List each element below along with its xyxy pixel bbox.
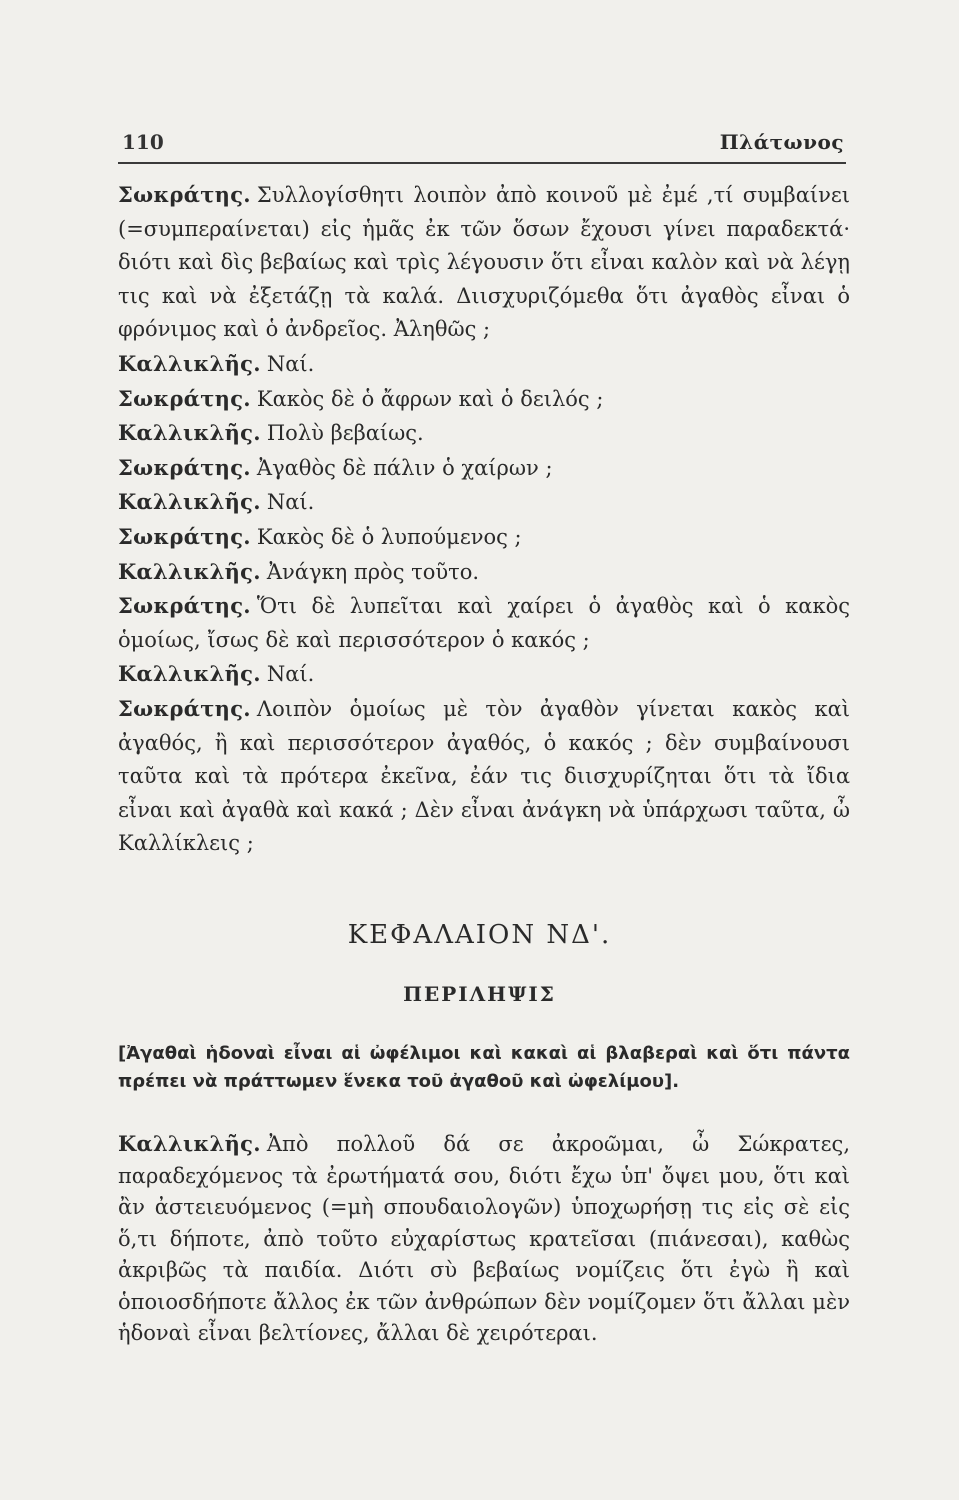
dialogue-section bbox=[118, 178, 850, 861]
dialogue-paragraph bbox=[118, 485, 850, 520]
speaker-name: Σωκράτης. bbox=[118, 385, 251, 411]
summary-text: [Ἀγαθαὶ ἡδοναὶ εἶναι αἱ ὠφέλιμοι καὶ κακαὶ αἱ βλαβεραὶ καὶ ὅτι πάντα πρέπει νὰ πράττωμεν ἕνεκα τοῦ ἀγαθοῦ καὶ ὠφελίμου]. bbox=[118, 1043, 850, 1092]
dialogue-text: Ἀνάγκη πρὸς τοῦτο. bbox=[266, 559, 480, 584]
speaker-name: Σωκράτης. bbox=[118, 695, 251, 721]
running-title: Πλάτωνος bbox=[719, 130, 844, 154]
dialogue-text: Λοιπὸν ὁμοίως μὲ τὸν ἀγαθὸν γίνεται κακὸς καὶ ἀγαθός, ἢ καὶ περισσότερον ἀγαθός, ὁ κακός ; δὲν συμβαίνουσι ταῦτα καὶ τὰ πρότερα ἐκεῖνα, ἐάν τις διισχυρίζηται ὅτι τὰ ἴδια εἶναι καὶ ἀγαθὰ καὶ κακά ; Δὲν εἶναι ἀνάγκη νὰ ὑπάρχωσι ταῦτα, ὦ Καλλίκλεις ; bbox=[118, 696, 850, 856]
speaker-name: Καλλικλῆς. bbox=[118, 420, 261, 446]
dialogue-paragraph bbox=[118, 1128, 850, 1350]
speaker-name: Καλλικλῆς. bbox=[118, 558, 261, 584]
dialogue-paragraph bbox=[118, 451, 850, 486]
dialogue-text: Κακὸς δὲ ὁ λυπούμενος ; bbox=[256, 524, 522, 549]
speaker-name: Καλλικλῆς. bbox=[118, 489, 261, 515]
dialogue-paragraph bbox=[118, 382, 850, 417]
dialogue-text: Ναί. bbox=[266, 351, 315, 376]
summary-heading: ΠΕΡΙΛΗΨΙΣ bbox=[403, 982, 556, 1006]
dialogue-text: Ναί. bbox=[266, 490, 315, 515]
dialogue-text: Συλλογίσθητι λοιπὸν ἀπὸ κοινοῦ μὲ ἐμέ ,τί συμβαίνει (=συμπεραίνεται) εἰς ἡμᾶς ἐκ τῶν ὅσων ἔχουσι γίνει παραδεκτά· διότι καὶ δὶς βεβαίως καὶ τρὶς λέγουσιν ὅτι εἶναι καλὸν καὶ νὰ λέγῃ τις καὶ νὰ ἐξετάζῃ τὰ καλά. Διισχυριζόμεθα ὅτι ἀγαθὸς εἶναι ὁ φρόνιμος καὶ ὁ ἀνδρεῖος. Ἀληθῶς ; bbox=[118, 183, 850, 342]
dialogue-paragraph bbox=[118, 347, 850, 382]
dialogue-paragraph bbox=[118, 692, 850, 861]
dialogue-paragraph bbox=[118, 178, 850, 347]
dialogue-paragraph bbox=[118, 657, 850, 692]
dialogue-section-2 bbox=[118, 1128, 850, 1350]
speaker-name: Καλλικλῆς. bbox=[118, 661, 261, 687]
page-header bbox=[118, 128, 846, 164]
dialogue-paragraph bbox=[118, 555, 850, 590]
dialogue-text: Ἀπὸ πολλοῦ δά σε ἀκροῶμαι, ὦ Σώκρατες, παραδεχόμενος τὰ ἐρωτήματά σου, διότι ἔχω ὑπ' ὄψει μου, ὅτι καὶ ἂν ἀστειευόμενος (=μὴ σπουδαιολογῶν) ὑποχωρήσῃ τις εἰς σὲ εἰς ὅ,τι δήποτε, ἀπὸ τοῦτο εὐχαρίστως κρατεῖσαι (πιάνεσαι), καθὼς ἀκριβῶς τὰ παιδία. Διότι σὺ βεβαίως νομίζεις ὅτι ἐγὼ ἢ καὶ ὁποιοσδήποτε ἄλλος ἐκ τῶν ἀνθρώπων δὲν νομίζομεν ὅτι ἄλλαι μὲν ἡδοναὶ εἶναι βελτίονες, ἄλλαι δὲ χειρότεραι. bbox=[118, 1132, 850, 1345]
dialogue-paragraph bbox=[118, 520, 850, 555]
chapter-title: ΚΕΦΑΛΑΙΟΝ ΝΔ'. bbox=[347, 920, 612, 950]
dialogue-text: Ἀγαθὸς δὲ πάλιν ὁ χαίρων ; bbox=[256, 455, 553, 480]
speaker-name: Καλλικλῆς. bbox=[118, 350, 261, 376]
dialogue-text: Ὅτι δὲ λυπεῖται καὶ χαίρει ὁ ἀγαθὸς καὶ ὁ κακὸς ὁμοίως, ἴσως δὲ καὶ περισσότερον ὁ κακός ; bbox=[118, 594, 850, 652]
dialogue-text: Ναί. bbox=[266, 662, 315, 687]
speaker-name: Σωκράτης. bbox=[118, 593, 251, 619]
dialogue-paragraph bbox=[118, 416, 850, 451]
dialogue-text: Πολὺ βεβαίως. bbox=[266, 421, 424, 446]
page-number: 110 bbox=[122, 130, 164, 154]
speaker-name: Σωκράτης. bbox=[118, 523, 251, 549]
speaker-name: Καλλικλῆς. bbox=[118, 1131, 261, 1156]
dialogue-paragraph bbox=[118, 589, 850, 657]
chapter-summary bbox=[118, 1040, 850, 1096]
speaker-name: Σωκράτης. bbox=[118, 182, 251, 207]
speaker-name: Σωκράτης. bbox=[118, 454, 251, 480]
dialogue-text: Κακὸς δὲ ὁ ἄφρων καὶ ὁ δειλός ; bbox=[256, 386, 604, 411]
